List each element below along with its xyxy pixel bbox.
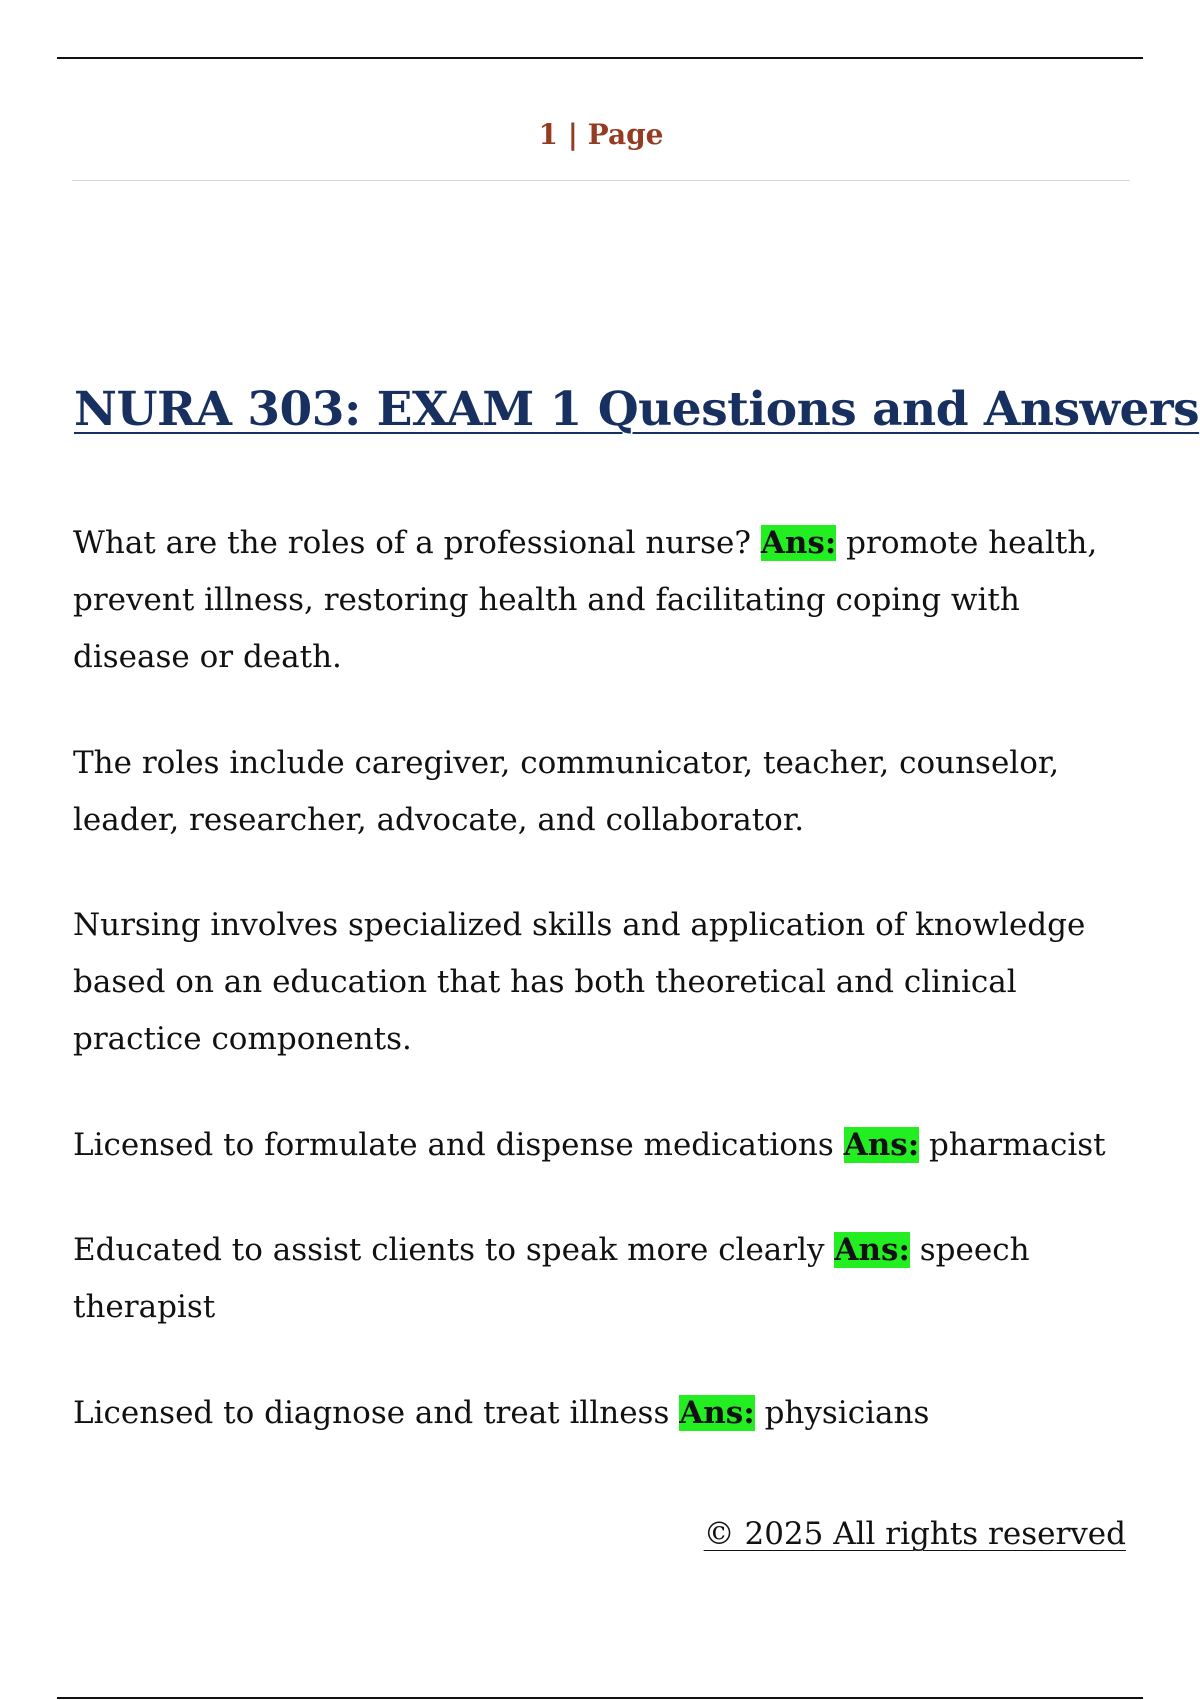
answer-text: physicians — [754, 1395, 930, 1431]
paragraph-roles-list: The roles include caregiver, communicator, teacher, counselor, leader, researcher, advocate, and collaborator. — [73, 745, 1060, 838]
question-text: Licensed to diagnose and treat illness — [73, 1395, 680, 1431]
header-divider — [72, 180, 1130, 181]
bottom-border-line — [57, 1697, 1143, 1699]
answer-text: promote health, prevent illness, restoring health and facilitating coping with disease or death. — [73, 525, 1098, 675]
question-text: Licensed to formulate and dispense medications — [73, 1127, 844, 1163]
answer-tag: Ans: — [834, 1232, 910, 1268]
copyright-notice: © 2025 All rights reserved — [703, 1516, 1126, 1552]
qa-item-speech-therapist — [73, 1222, 1133, 1336]
paragraph-nursing-definition: Nursing involves specialized skills and application of knowledge based on an education that has both theoretical and clinical practice components. — [73, 907, 1086, 1057]
answer-tag: Ans: — [679, 1395, 755, 1431]
answer-tag: Ans: — [760, 525, 837, 561]
qa-item-physicians — [73, 1385, 1133, 1442]
answer-text: pharmacist — [919, 1127, 1106, 1163]
question-text: Educated to assist clients to speak more clearly — [73, 1232, 835, 1268]
question-text: What are the roles of a professional nurse? — [73, 525, 761, 561]
qa-item-nurse-roles — [73, 515, 1133, 686]
document-title: NURA 303: EXAM 1 Questions and Answers — [74, 382, 1200, 437]
answer-text: speech therapist — [73, 1232, 1030, 1325]
qa-item-pharmacist — [73, 1117, 1133, 1174]
answer-tag: Ans: — [843, 1127, 920, 1163]
page-number-header: 1 | Page — [538, 118, 664, 151]
top-border-line — [57, 57, 1143, 59]
